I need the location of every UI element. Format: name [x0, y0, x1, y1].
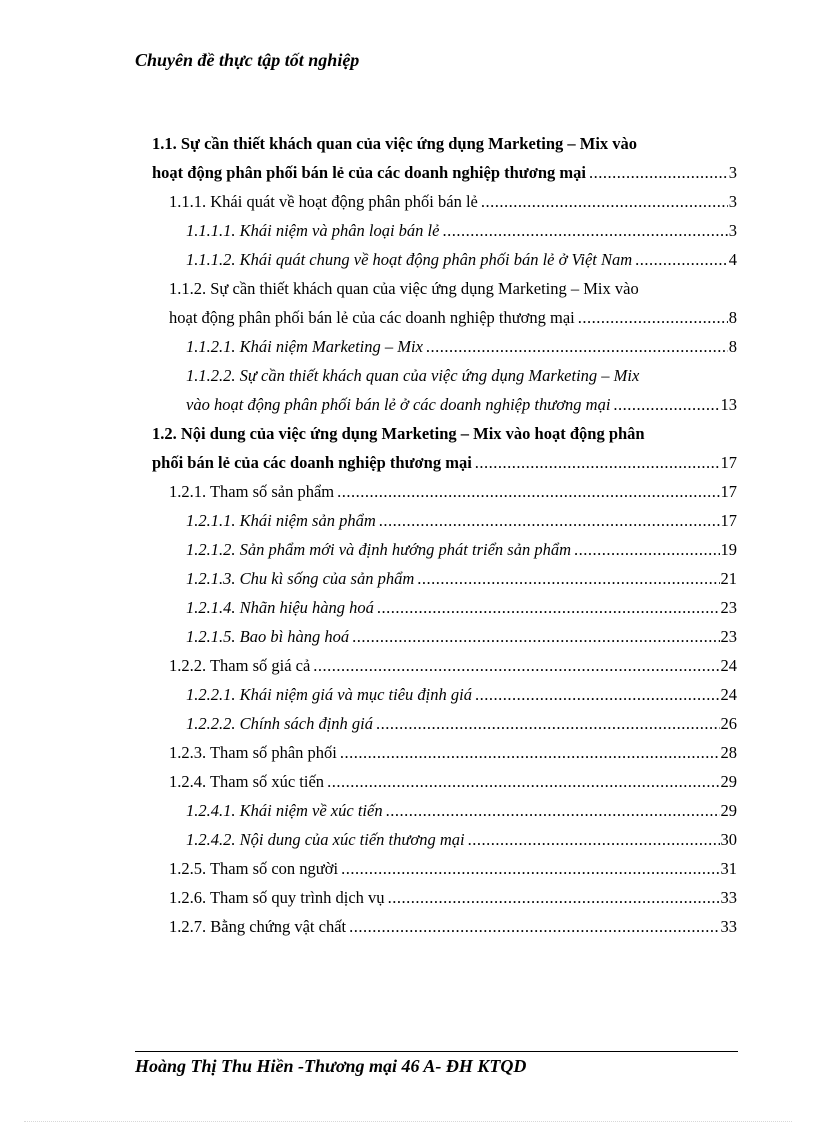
- toc-entry-title: 1.1.2. Sự cần thiết khách quan của việc ứng dụng Marketing – Mix vào: [169, 279, 639, 298]
- toc-page-number: 24: [720, 685, 737, 704]
- toc-entry-title: 1.2.5. Tham số con người: [169, 859, 339, 878]
- toc-entry-title: 1.2.1.4. Nhãn hiệu hàng hoá: [186, 598, 374, 617]
- toc-entry-title: 1.2.6. Tham số quy trình dịch vụ: [169, 888, 385, 907]
- toc-entry-title: 1.2.2. Tham số giá cả: [169, 656, 311, 675]
- page-edge-marker: [24, 1121, 792, 1122]
- toc-page-number: 8: [728, 308, 737, 327]
- toc-entry: [169, 308, 737, 328]
- toc-entry: [169, 859, 737, 879]
- toc-entry-title: 1.2. Nội dung của việc ứng dụng Marketing – Mix vào hoạt động phân: [152, 424, 645, 443]
- toc-entry-title: 1.2.1.2. Sản phẩm mới và định hướng phát triển sản phẩm: [186, 540, 572, 559]
- toc-leader-dots: [377, 598, 720, 618]
- toc-leader-dots: [376, 714, 719, 734]
- toc-leader-dots: [468, 830, 720, 850]
- toc-page-number: 23: [720, 598, 737, 617]
- toc-entry-title: 1.1.1.1. Khái niệm và phân loại bán lẻ: [186, 221, 440, 240]
- toc-entry-title: 1.2.4.2. Nội dung của xúc tiến thương mại: [186, 830, 465, 849]
- toc-page-number: 19: [720, 540, 737, 559]
- toc-leader-dots: [426, 337, 728, 357]
- toc-entry-title: hoạt động phân phối bán lẻ của các doanh nghiệp thương mại: [152, 163, 586, 182]
- toc-entry-title: 1.2.2.1. Khái niệm giá và mục tiêu định giá: [186, 685, 472, 704]
- toc-leader-dots: [442, 221, 727, 241]
- toc-entry: [186, 801, 737, 821]
- toc-entry: [186, 627, 737, 647]
- toc-leader-dots: [349, 917, 719, 937]
- toc-entry: [186, 337, 737, 357]
- toc-leader-dots: [574, 540, 719, 560]
- toc-page-number: 30: [720, 830, 737, 849]
- toc-page-number: 21: [720, 569, 737, 588]
- toc-entry: [186, 540, 737, 560]
- toc-page-number: 17: [720, 511, 737, 530]
- toc-page-number: 3: [728, 163, 737, 182]
- toc-entry: [186, 830, 737, 850]
- toc-entry-title: 1.1.2.2. Sự cần thiết khách quan của việc ứng dụng Marketing – Mix: [186, 366, 640, 385]
- toc-entry-title: 1.2.1. Tham số sản phẩm: [169, 482, 335, 501]
- toc-entry: [169, 772, 737, 792]
- toc-entry: [169, 656, 737, 676]
- toc-leader-dots: [475, 453, 720, 473]
- toc-entry: [169, 888, 737, 908]
- toc-entry: [169, 482, 737, 502]
- toc-leader-dots: [481, 192, 728, 212]
- toc-entry: [186, 511, 737, 531]
- toc-page-number: 29: [720, 801, 737, 820]
- toc-entry-title: vào hoạt động phân phối bán lẻ ở các doanh nghiệp thương mại: [186, 395, 611, 414]
- toc-entry: [186, 569, 737, 589]
- toc-page-number: 29: [720, 772, 737, 791]
- toc-page-number: 24: [720, 656, 737, 675]
- toc-leader-dots: [388, 888, 720, 908]
- running-header: Chuyên đề thực tập tốt nghiệp: [135, 50, 360, 70]
- toc-entry-title: phối bán lẻ của các doanh nghiệp thương mại: [152, 453, 472, 472]
- toc-leader-dots: [337, 482, 719, 502]
- toc-leader-dots: [327, 772, 719, 792]
- toc-entry-title: 1.2.4. Tham số xúc tiến: [169, 772, 325, 791]
- toc-page-number: 26: [720, 714, 737, 733]
- toc-page-number: 33: [720, 888, 737, 907]
- toc-entry-title: 1.2.1.1. Khái niệm sản phẩm: [186, 511, 376, 530]
- toc-entry-title: 1.2.4.1. Khái niệm về xúc tiến: [186, 801, 383, 820]
- toc-entry: [152, 453, 737, 473]
- toc-entry: [152, 163, 737, 183]
- toc-entry: [186, 395, 737, 415]
- toc-entry: [186, 221, 737, 241]
- toc-leader-dots: [341, 859, 719, 879]
- toc-entry-title: 1.2.1.3. Chu kì sống của sản phẩm: [186, 569, 415, 588]
- toc-entry-title: 1.2.1.5. Bao bì hàng hoá: [186, 627, 350, 646]
- toc-entry-title: 1.1.1. Khái quát về hoạt động phân phối bán lẻ: [169, 192, 478, 211]
- toc-page-number: 3: [728, 221, 737, 240]
- toc-page-number: 31: [720, 859, 737, 878]
- toc-page-number: 4: [728, 250, 737, 269]
- toc-entry-title: hoạt động phân phối bán lẻ của các doanh nghiệp thương mại: [169, 308, 575, 327]
- toc-leader-dots: [417, 569, 719, 589]
- toc-page-number: 8: [728, 337, 737, 356]
- toc-page-number: 33: [720, 917, 737, 936]
- toc-page-number: 17: [720, 482, 737, 501]
- toc-entry: [186, 598, 737, 618]
- toc-leader-dots: [475, 685, 720, 705]
- toc-entry: [169, 917, 737, 937]
- toc-page-number: 28: [720, 743, 737, 762]
- toc-leader-dots: [589, 163, 728, 183]
- toc-leader-dots: [578, 308, 728, 328]
- toc-page-number: 23: [720, 627, 737, 646]
- toc-entry: [186, 714, 737, 734]
- toc-page-number: 3: [728, 192, 737, 211]
- toc-leader-dots: [635, 250, 728, 270]
- toc-leader-dots: [613, 395, 719, 415]
- toc-entry: [186, 250, 737, 270]
- toc-page-number: 17: [720, 453, 737, 472]
- toc-entry-title: 1.2.2.2. Chính sách định giá: [186, 714, 374, 733]
- footer-divider: [135, 1051, 738, 1052]
- toc-entry-title: 1.2.7. Bằng chứng vật chất: [169, 917, 347, 936]
- toc-entry-title: 1.2.3. Tham số phân phối: [169, 743, 337, 762]
- running-footer: Hoàng Thị Thu Hiền -Thương mại 46 A- ĐH KTQD: [135, 1056, 527, 1076]
- toc-leader-dots: [386, 801, 720, 821]
- toc-leader-dots: [352, 627, 719, 647]
- toc-entry-title: 1.1.1.2. Khái quát chung về hoạt động phân phối bán lẻ ở Việt Nam: [186, 250, 633, 269]
- toc-entry: [186, 685, 737, 705]
- toc-page-number: 13: [720, 395, 737, 414]
- toc-entry: [169, 192, 737, 212]
- toc-entry-title: 1.1. Sự cần thiết khách quan của việc ứng dụng Marketing – Mix vào: [152, 134, 638, 153]
- toc-leader-dots: [313, 656, 719, 676]
- toc-leader-dots: [379, 511, 720, 531]
- toc-leader-dots: [340, 743, 720, 763]
- toc-entry-title: 1.1.2.1. Khái niệm Marketing – Mix: [186, 337, 423, 356]
- toc-entry: [169, 743, 737, 763]
